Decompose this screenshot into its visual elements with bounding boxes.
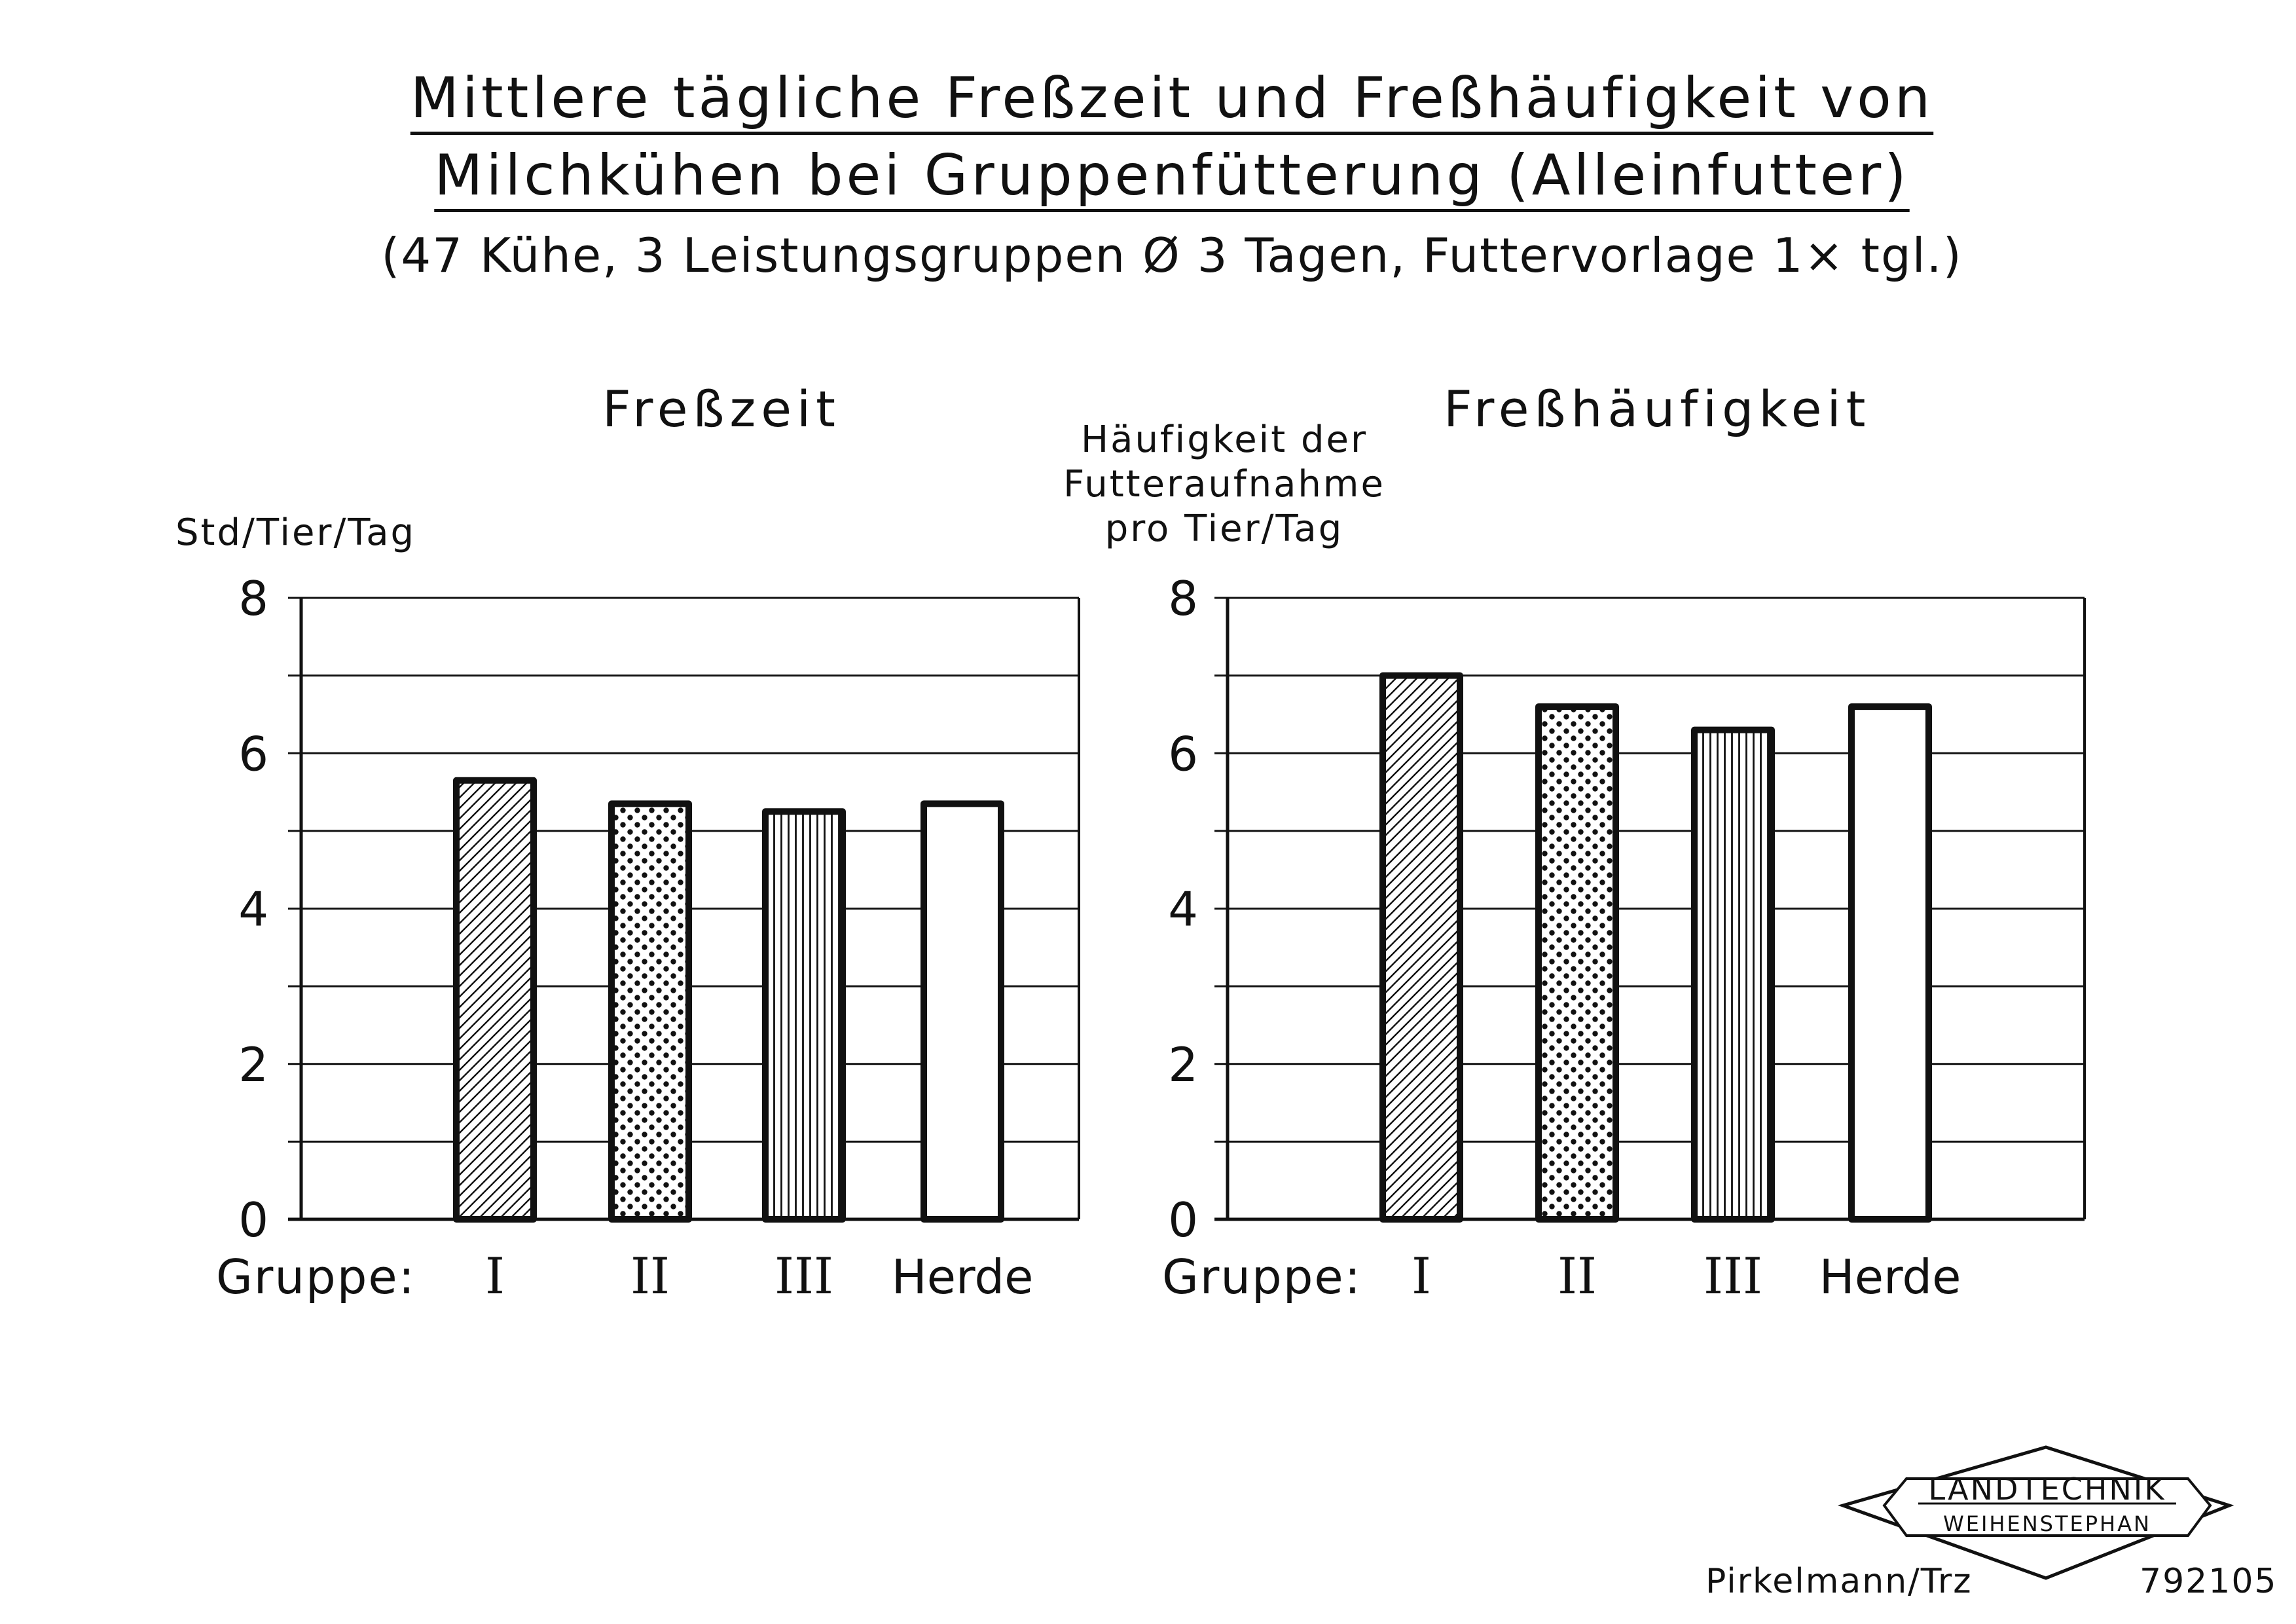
author-credit: Pirkelmann/Trz (1705, 1562, 1973, 1601)
logo-text-line1: LANDTECHNIK (1928, 1471, 2166, 1507)
panel-title-fresshaeufigkeit: Freßhäufigkeit (1444, 380, 1871, 438)
chart-subtitle: (47 Kühe, 3 Leistungsgruppen Ø 3 Tagen, Futtervorlage 1× tgl.) (381, 228, 1963, 283)
y-tick-label: 4 (1168, 881, 1198, 937)
y-tick-label: 4 (238, 881, 268, 937)
chart-title-line2: Milchkühen bei Gruppenfütterung (Alleinfutter) (434, 143, 1910, 208)
y-axis-label-line: Häufigkeit der (1081, 418, 1368, 461)
bar-ii (611, 803, 689, 1219)
chart-title-line1: Mittlere tägliche Freßzeit und Freßhäufigkeit von (410, 65, 1934, 131)
x-tick-label: III (1703, 1247, 1763, 1305)
x-axis-group-label: Gruppe: (216, 1249, 416, 1304)
x-tick-label: II (1557, 1247, 1597, 1305)
y-tick-label: 6 (238, 726, 268, 782)
x-tick-label: III (774, 1247, 834, 1305)
bar-herde (1851, 707, 1929, 1219)
y-tick-label: 8 (238, 571, 268, 626)
bar-iii (765, 811, 843, 1219)
x-tick-label: II (630, 1247, 670, 1305)
logo-text-line2: WEIHENSTEPHAN (1943, 1511, 2151, 1536)
y-tick-label: 6 (1168, 726, 1198, 782)
chart-panel-fresshaeufigkeit (1162, 571, 2085, 1305)
landtechnik-logo (1843, 1447, 2229, 1578)
document-number: 792105 (2140, 1562, 2278, 1601)
bar-herde (924, 803, 1001, 1219)
bar-i (456, 781, 534, 1219)
x-tick-label: Herde (891, 1249, 1034, 1304)
y-axis-label-fresszeit: Std/Tier/Tag (175, 511, 416, 554)
x-tick-label: Herde (1819, 1249, 1961, 1304)
y-axis-label-line: pro Tier/Tag (1104, 507, 1344, 550)
panel-title-fresszeit: Freßzeit (602, 380, 841, 438)
y-tick-label: 0 (238, 1192, 268, 1247)
y-axis-label-line: Futteraufnahme (1063, 463, 1385, 506)
x-axis-group-label: Gruppe: (1162, 1249, 1362, 1304)
y-tick-label: 2 (1168, 1037, 1198, 1092)
x-tick-label: I (484, 1247, 505, 1305)
chart-panel-fresszeit (216, 571, 1079, 1305)
bar-ii (1539, 707, 1616, 1219)
bar-iii (1694, 730, 1772, 1219)
y-tick-label: 0 (1168, 1192, 1198, 1247)
bar-i (1383, 676, 1460, 1219)
x-tick-label: I (1411, 1247, 1432, 1305)
y-tick-label: 2 (238, 1037, 268, 1092)
y-tick-label: 8 (1168, 571, 1198, 626)
